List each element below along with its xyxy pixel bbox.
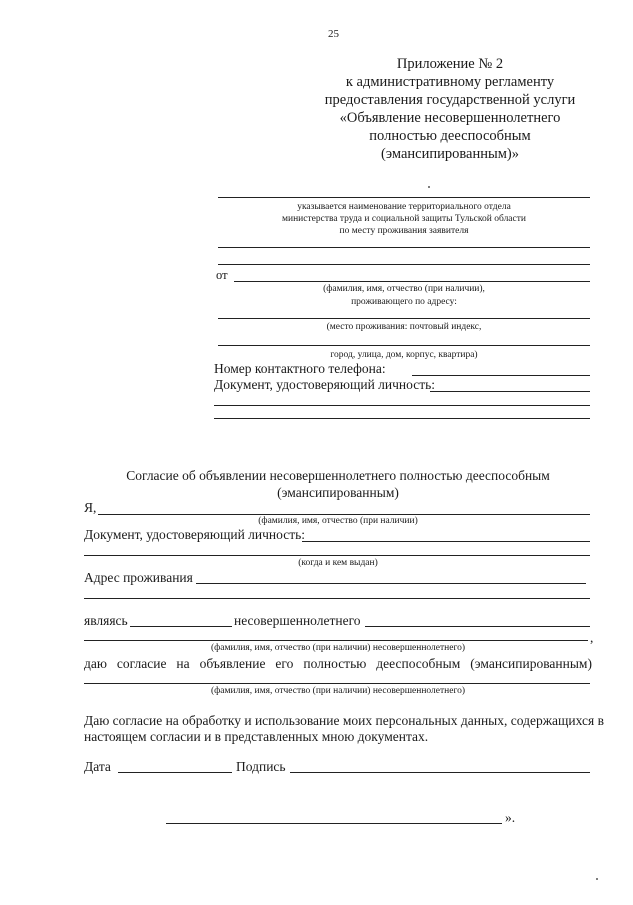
address-caption: (место проживания: почтовый индекс, [326,322,482,332]
being-label: являясь [84,613,128,628]
minor-fio-caption-2: (фамилия, имя, отчество (при наличии) несовершеннолетнего) [210,686,466,696]
consent-id-doc-label: Документ, удостоверяющий личность: [84,527,306,542]
org-caption-line: указывается наименование территориального отдела [297,202,511,212]
consent-address-line[interactable] [196,583,586,584]
consent-id-doc-extra-line[interactable] [84,555,590,556]
signer-fio-caption: (фамилия, имя, отчество (при наличии) [258,516,418,526]
from-label: от [216,268,228,282]
date-line[interactable] [118,772,232,773]
phone-label: Номер контактного телефона: [214,361,386,376]
appendix-line: «Объявление несовершеннолетнего [339,110,561,126]
agree-word: полностью [303,656,367,671]
comma-mark: , [590,630,594,645]
id-doc-label: Документ, удостоверяющий личность: [214,377,436,392]
org-extra-line[interactable] [218,264,590,265]
consent-id-doc-line[interactable] [302,541,590,542]
minor-line[interactable] [365,626,590,627]
consent-title: Согласие об объявлении несовершеннолетнего полностью дееспособным [126,468,550,483]
org-name-line[interactable] [218,197,590,198]
personal-data-consent-line: Даю согласие на обработку и использование моих персональных данных, содержащихся в [84,713,604,728]
org-caption-line: по месту проживания заявителя [339,226,469,236]
address-line[interactable] [218,345,590,346]
signer-fio-line[interactable] [98,514,590,515]
fio-caption: (фамилия, имя, отчество (при наличии), [323,284,485,294]
consent-title: (эмансипированным) [277,485,399,500]
id-doc-line[interactable] [430,391,590,392]
minor-fio-line[interactable] [84,640,588,641]
date-label: Дата [84,759,111,774]
closing-line[interactable] [166,823,502,824]
phone-line[interactable] [412,375,590,376]
scan-speck [596,878,598,880]
closing-quote: ». [505,810,516,825]
appendix-line: полностью дееспособным [369,128,531,144]
id-doc-extra-line[interactable] [214,418,590,419]
signature-label: Подпись [236,759,286,774]
agree-word: его [275,656,294,671]
signature-line[interactable] [290,772,590,773]
address-line[interactable] [218,318,590,319]
relation-line[interactable] [130,626,232,627]
applicant-fio-line[interactable] [234,281,590,282]
appendix-block [310,55,590,163]
address-caption: город, улица, дом, корпус, квартира) [330,350,478,360]
page-number: 25 [328,28,339,40]
consent-address-label: Адрес проживания [84,570,193,585]
consent-address-extra-line[interactable] [84,598,590,599]
appendix-line: предоставления государственной услуги [324,92,576,108]
issued-caption: (когда и кем выдан) [298,558,378,568]
i-label: Я, [84,500,97,515]
personal-data-consent-line: настоящем согласии и в представленных мною документах. [84,729,429,744]
appendix-line: (эмансипированным)» [380,146,520,162]
appendix-line: к административному регламенту [345,74,555,90]
agree-word: даю [84,656,107,671]
scan-speck [428,186,430,188]
org-extra-line[interactable] [218,247,590,248]
minor-fio-line-2[interactable] [84,683,590,684]
agree-word: дееспособным [376,656,461,671]
agree-sentence [84,656,592,672]
org-caption-line: министерства труда и социальной защиты Тульской области [282,214,526,224]
agree-word: согласие [116,656,167,671]
residing-caption: проживающего по адресу: [351,297,457,307]
agree-word: (эмансипированным) [470,656,592,671]
agree-word: объявление [199,656,266,671]
id-doc-extra-line[interactable] [214,405,590,406]
agree-word: на [176,656,190,671]
minor-label: несовершеннолетнего [234,613,361,628]
appendix-line: Приложение № 2 [396,56,504,72]
minor-fio-caption: (фамилия, имя, отчество (при наличии) несовершеннолетнего) [210,643,466,653]
